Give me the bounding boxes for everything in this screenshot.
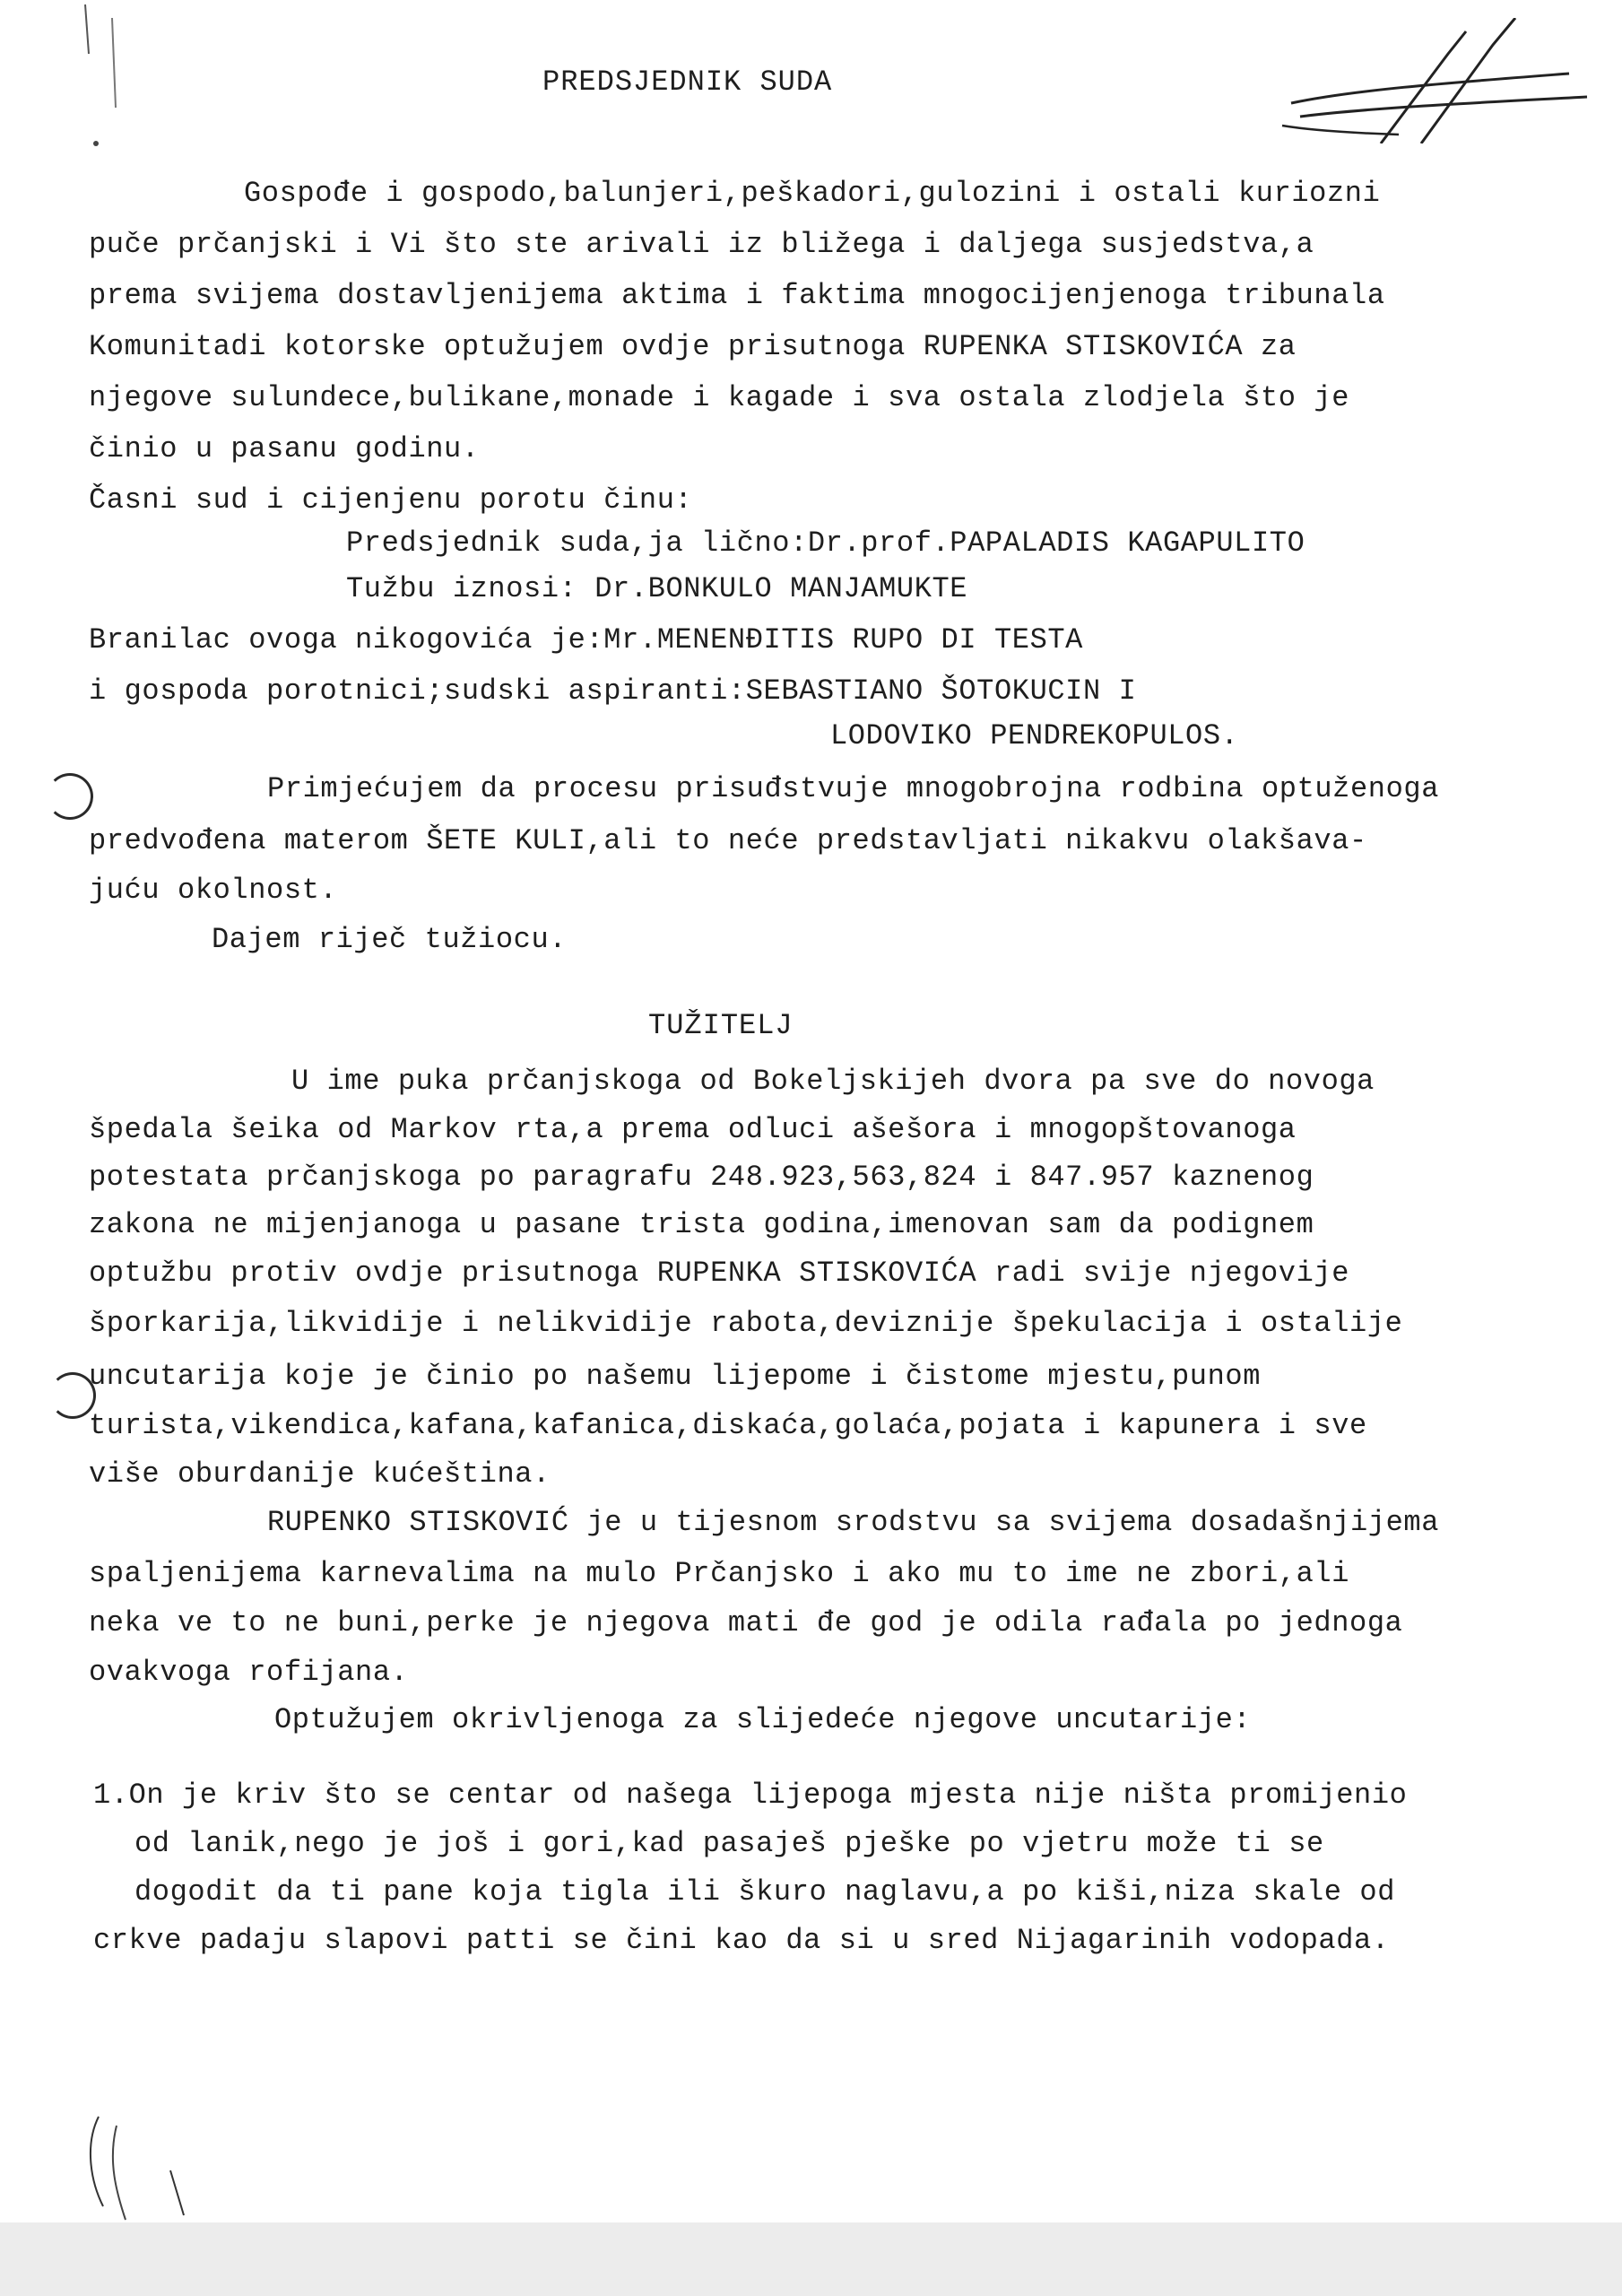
text-line: činio u pasanu godinu. — [89, 432, 480, 465]
text-line: uncutarija koje je činio po našemu lijepome i čistome mjestu,punom — [89, 1360, 1262, 1393]
text-line: šporkarija,likvidije i nelikvidije rabota,deviznije špekulacija i ostalije — [89, 1307, 1403, 1340]
court-member-line: LODOVIKO PENDREKOPULOS. — [830, 719, 1239, 752]
pencil-mark-bottom-left — [81, 2108, 206, 2222]
text-line: turista,vikendica,kafana,kafanica,diskaća,golaća,pojata i kapunera i sve — [89, 1409, 1367, 1442]
court-member-line: Branilac ovoga nikogovića je:Mr.MENENĐITIS RUPO DI TESTA — [89, 623, 1083, 657]
text-line: Optužujem okrivljenoga za slijedeće njegove uncutarije: — [274, 1703, 1252, 1736]
text-line: ovakvoga rofijana. — [89, 1656, 409, 1689]
punch-hole-upper — [47, 773, 93, 820]
text-line: neka ve to ne buni,perke je njegova mati đe god je odila rađala po jednoga — [89, 1606, 1403, 1639]
text-line: predvođena materom ŠETE KULI,ali to neće predstavljati nikakvu olakšava- — [89, 824, 1367, 857]
text-line: U ime puka prčanjskoga od Bokeljskijeh dvora pa sve do novoga — [291, 1065, 1375, 1098]
text-line: njegove sulundece,bulikane,monade i kagade i sva ostala zlodjela što je — [89, 381, 1350, 414]
charge-line: dogodit da ti pane koja tigla ili škuro naglavu,a po kiši,niza skale od — [134, 1875, 1396, 1909]
handwritten-signature-mark — [1273, 18, 1614, 144]
text-line: optužbu protiv ovdje prisutnoga RUPENKA STISKOVIĆA radi svije njegovije — [89, 1257, 1350, 1290]
heading-prosecutor: TUŽITELJ — [648, 1009, 794, 1042]
text-line: Časni sud i cijenjenu porotu činu: — [89, 483, 693, 517]
charge-line: crkve padaju slapovi patti se čini kao da si u sred Nijagarinih vodopada. — [93, 1924, 1390, 1957]
text-line: Primjećujem da procesu prisuđstvuje mnogobrojna rodbina optuženoga — [267, 772, 1440, 805]
text-line: Komunitadi kotorske optužujem ovdje prisutnoga RUPENKA STISKOVIĆA za — [89, 330, 1297, 363]
court-member-line: Predsjednik suda,ja lično:Dr.prof.PAPALADIS KAGAPULITO — [346, 526, 1305, 560]
text-line: spaljenijema karnevalima na mulo Prčanjsko i ako mu to ime ne zbori,ali — [89, 1557, 1350, 1590]
text-line: potestata prčanjskoga po paragrafu 248.923,563,824 i 847.957 kaznenog — [89, 1161, 1314, 1194]
charge-line: od lanik,nego je još i gori,kad pasaješ pješke po vjetru može ti se — [134, 1827, 1324, 1860]
text-line: RUPENKO STISKOVIĆ je u tijesnom srodstvu sa svijema dosadašnjijema — [267, 1506, 1440, 1539]
text-line: Dajem riječ tužiocu. — [212, 923, 568, 956]
court-member-line: i gospoda porotnici;sudski aspiranti:SEBASTIANO ŠOTOKUCIN I — [89, 674, 1137, 708]
text-line: Gospođe i gospodo,balunjeri,peškadori,gulozini i ostali kuriozni — [244, 177, 1381, 210]
charge-line: 1.On je kriv što se centar od našega lijepoga mjesta nije ništa promijenio — [93, 1779, 1408, 1812]
text-line: više oburdanije kućeština. — [89, 1457, 551, 1491]
text-line: zakona ne mijenjanoga u pasane trista godina,imenovan sam da podignem — [89, 1208, 1314, 1241]
text-line: prema svijema dostavljenijema aktima i faktima mnogocijenjenoga tribunala — [89, 279, 1385, 312]
text-line: puče prčanjski i Vi što ste arivali iz bližega i daljega susjedstva,a — [89, 228, 1314, 261]
court-member-line: Tužbu iznosi: Dr.BONKULO MANJAMUKTE — [346, 572, 968, 605]
heading-president: PREDSJEDNIK SUDA — [542, 65, 833, 99]
text-line: juću okolnost. — [89, 874, 338, 907]
pencil-mark-top-left — [76, 0, 130, 161]
text-line: špedala šeika od Markov rta,a prema odluci ašešora i mnogopštovanoga — [89, 1113, 1297, 1146]
scan-bottom-margin — [0, 2222, 1622, 2296]
